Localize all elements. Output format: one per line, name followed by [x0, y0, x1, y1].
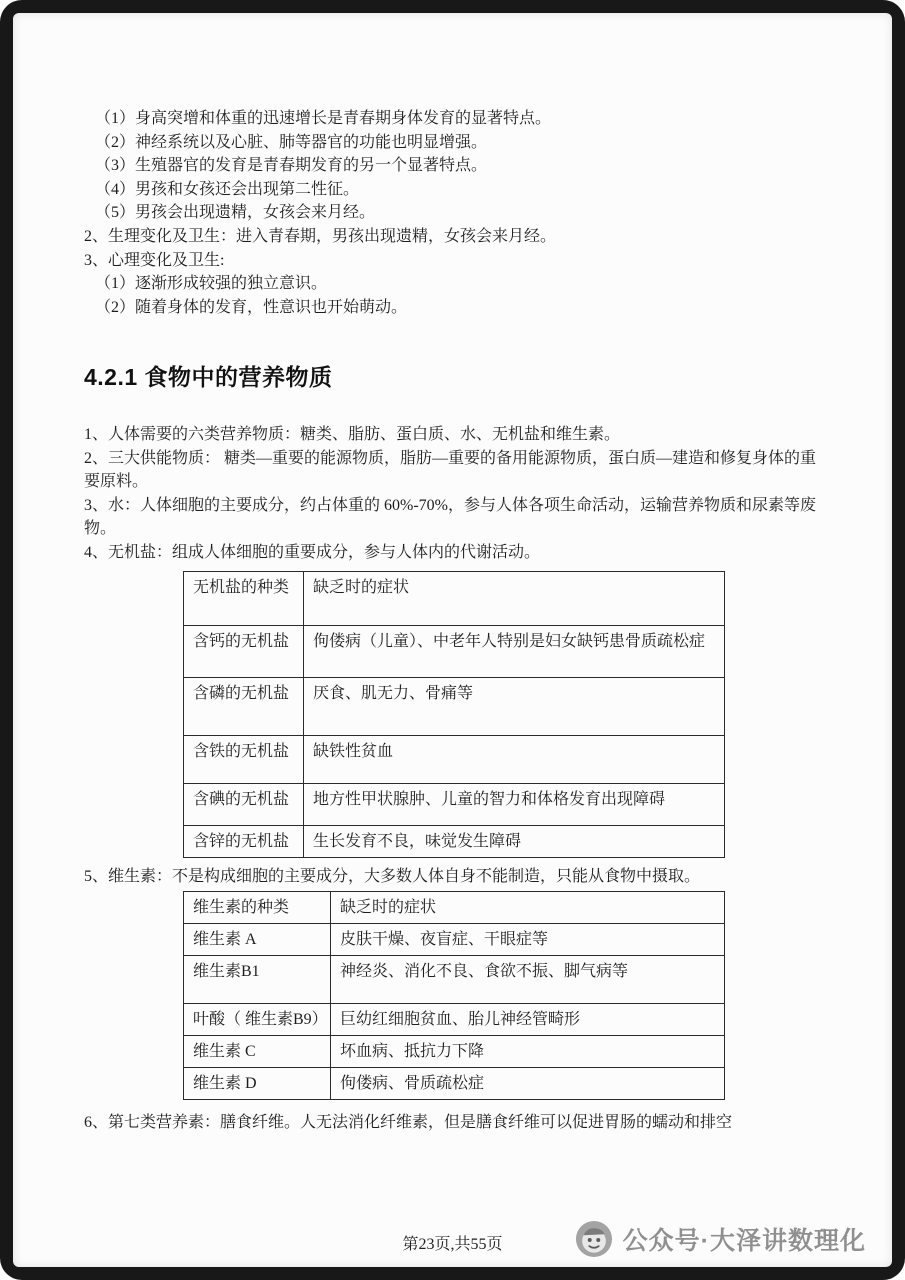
table-cell-mineral-type: 含钙的无机盐: [184, 625, 304, 677]
page-number: 第23页,共55页: [402, 1236, 503, 1253]
table-cell-mineral-type: 含铁的无机盐: [184, 735, 304, 783]
minerals-table: [183, 571, 725, 858]
table-cell-vitamin-type: 叶酸（ 维生素B9）: [184, 1004, 331, 1036]
vitamins-table: [183, 891, 725, 1100]
table-row: [184, 783, 725, 825]
note-line: （2）随着身体的发育，性意识也开始萌动。: [95, 298, 408, 316]
fiber-note: 6、第七类营养素：膳食纤维。人无法消化纤维素，但是膳食纤维可以促进胃肠的蠕动和排空: [84, 1114, 733, 1132]
vitamins-table-body: [184, 892, 725, 1100]
table-row: [184, 625, 725, 677]
table-cell-deficiency-symptom: 缺乏时的症状: [331, 892, 725, 924]
table-cell-deficiency-symptom: 皮肤干燥、夜盲症、干眼症等: [331, 924, 725, 956]
table-row: [184, 1036, 725, 1068]
table-row: [184, 825, 725, 857]
document-page: [13, 13, 892, 1267]
table-row: [184, 571, 725, 625]
nutrients-notes-list: [84, 423, 822, 565]
table-row: [184, 1004, 725, 1036]
table-cell-vitamin-type: 维生素 A: [184, 924, 331, 956]
table-cell-deficiency-symptom: 地方性甲状腺肿、儿童的智力和体格发育出现障碍: [304, 783, 725, 825]
note-line: 3、心理变化及卫生:: [84, 251, 225, 269]
table-cell-vitamin-type: 维生素 C: [184, 1036, 331, 1068]
section-heading: 4.2.1 食物中的营养物质: [84, 364, 333, 391]
note-line: （2）神经系统以及心脏、肺等器官的功能也明显增强。: [95, 133, 488, 151]
minerals-table-body: [184, 571, 725, 857]
note-line: 4、无机盐：组成人体细胞的重要成分，参与人体内的代谢活动。: [84, 543, 541, 561]
table-cell-mineral-type: 含碘的无机盐: [184, 783, 304, 825]
table-cell-vitamin-type: 维生素B1: [184, 956, 331, 1004]
table-row: [184, 735, 725, 783]
vitamins-note: 5、维生素：不是构成细胞的主要成分，大多数人体自身不能制造，只能从食物中摄取。: [84, 867, 701, 885]
table-cell-deficiency-symptom: 厌食、肌无力、骨痛等: [304, 677, 725, 735]
puberty-notes-list: [84, 107, 822, 319]
watermark-logo-icon: [575, 1220, 613, 1258]
note-line: （3）生殖器官的发育是青春期发育的另一个显著特点。: [95, 157, 488, 175]
note-line: 2、生理变化及卫生：进入青春期，男孩出现遗精，女孩会来月经。: [84, 227, 557, 245]
table-row: [184, 924, 725, 956]
table-cell-deficiency-symptom: 坏血病、抵抗力下降: [331, 1036, 725, 1068]
table-cell-deficiency-symptom: 佝偻病、骨质疏松症: [331, 1068, 725, 1100]
note-line: （1）身高突增和体重的迅速增长是青春期身体发育的显著特点。: [95, 110, 552, 127]
table-cell-deficiency-symptom: 缺乏时的症状: [304, 571, 725, 625]
table-cell-vitamin-type: 维生素的种类: [184, 892, 331, 924]
table-cell-mineral-type: 无机盐的种类: [184, 571, 304, 625]
table-cell-deficiency-symptom: 巨幼红细胞贫血、胎儿神经管畸形: [331, 1004, 725, 1036]
watermark: [575, 1220, 866, 1258]
note-line: 3、水：人体细胞的主要成分，约占体重的 60%-70%，参与人体各项生命活动，运输营养物质和尿素等废物。: [84, 496, 816, 538]
note-line: （4）男孩和女孩还会出现第二性征。: [95, 180, 360, 198]
table-cell-deficiency-symptom: 缺铁性贫血: [304, 735, 725, 783]
table-row: [184, 1068, 725, 1100]
note-line: （1）逐渐形成较强的独立意识。: [95, 275, 328, 293]
watermark-text: 公众号·大泽讲数理化: [622, 1227, 866, 1255]
note-line: 2、三大供能物质： 糖类—重要的能源物质，脂肪—重要的备用能源物质，蛋白质—建造和修复身体的重要原料。: [84, 449, 817, 491]
page-content: [13, 13, 892, 1135]
table-cell-deficiency-symptom: 佝偻病（儿童）、中老年人特别是妇女缺钙患骨质疏松症: [304, 625, 725, 677]
table-cell-mineral-type: 含磷的无机盐: [184, 677, 304, 735]
note-line: （5）男孩会出现遗精，女孩会来月经。: [95, 204, 376, 222]
table-cell-vitamin-type: 维生素 D: [184, 1068, 331, 1100]
table-row: [184, 956, 725, 1004]
table-row: [184, 892, 725, 924]
table-row: [184, 677, 725, 735]
table-cell-mineral-type: 含锌的无机盐: [184, 825, 304, 857]
table-cell-deficiency-symptom: 神经炎、消化不良、食欲不振、脚气病等: [331, 956, 725, 1004]
table-cell-deficiency-symptom: 生长发育不良，味觉发生障碍: [304, 825, 725, 857]
note-line: 1、人体需要的六类营养物质：糖类、脂肪、蛋白质、水、无机盐和维生素。: [84, 425, 621, 443]
